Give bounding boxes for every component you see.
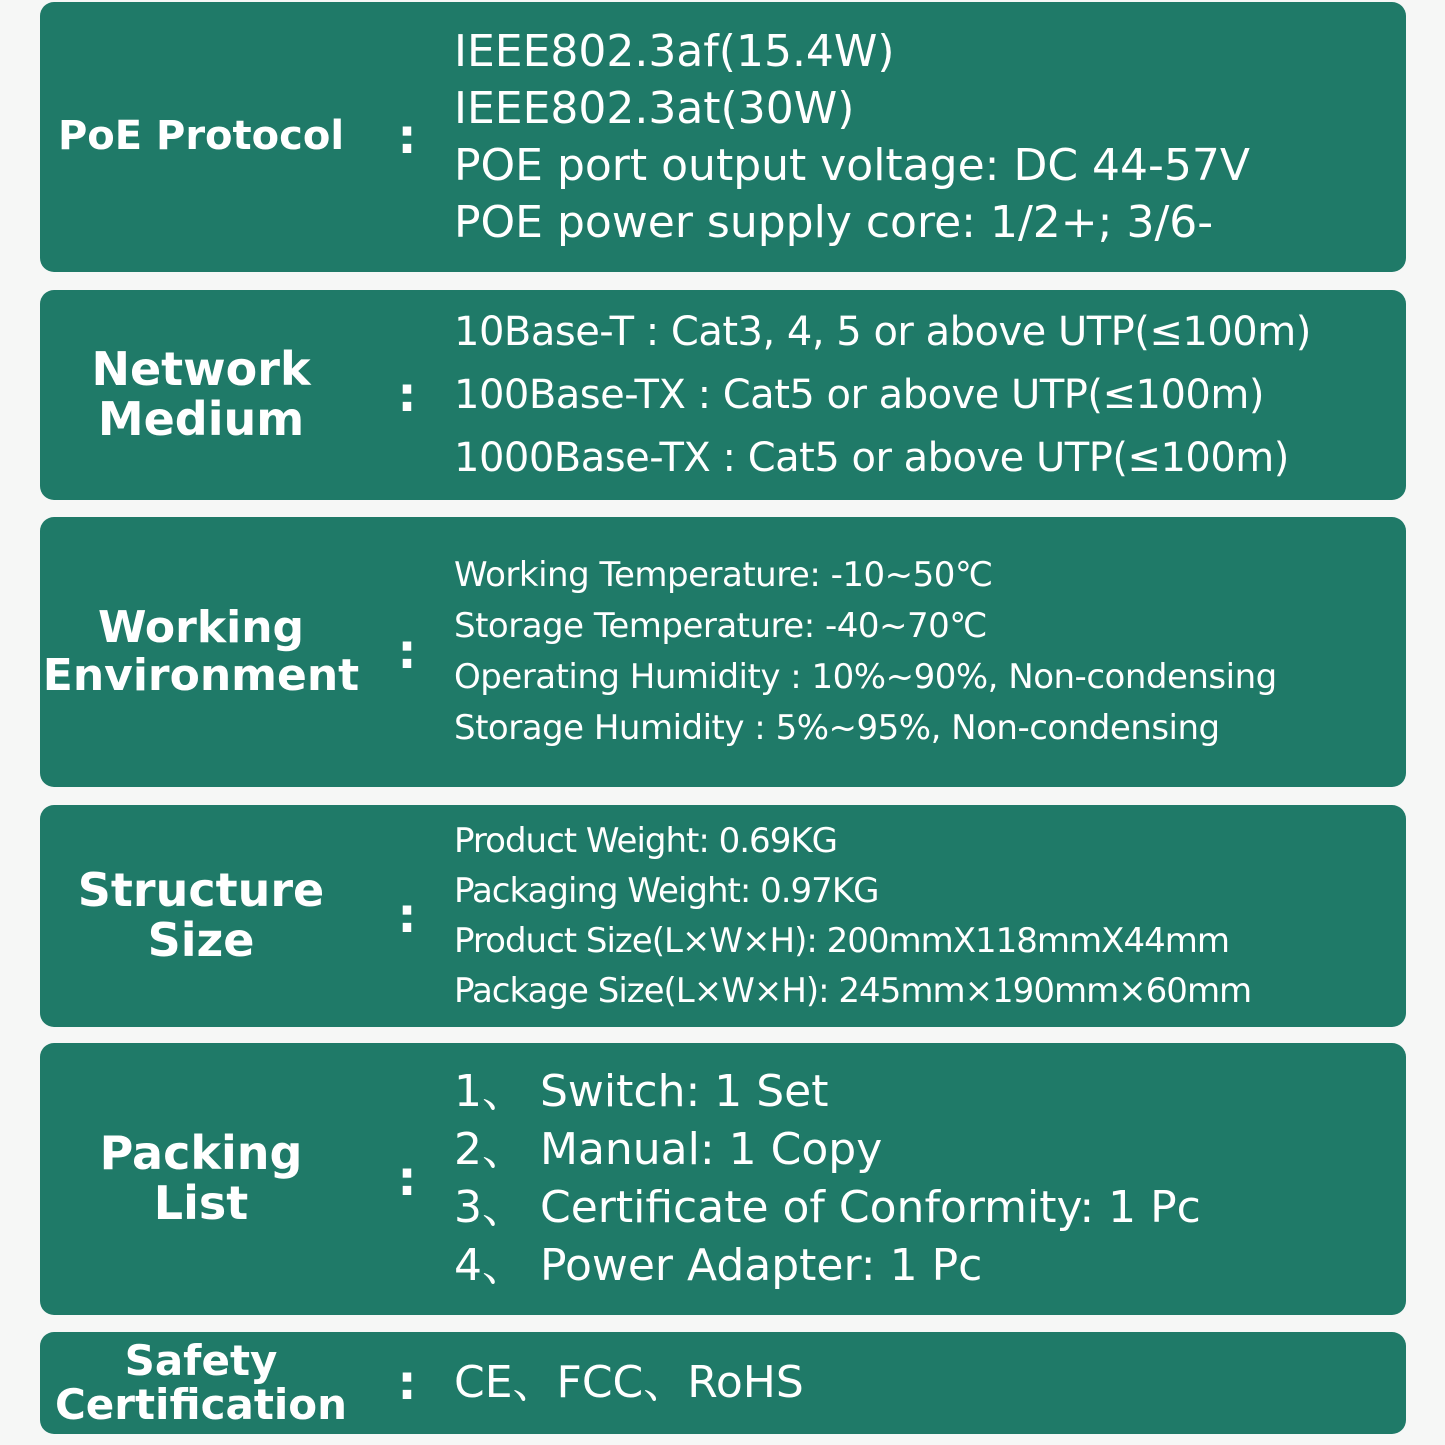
- section-safety-certification: [40, 1332, 1406, 1434]
- label-line: Certification: [54, 1380, 348, 1429]
- spec-lines: [454, 290, 1400, 500]
- spec-line: IEEE802.3af(15.4W): [454, 26, 895, 77]
- spec-line: Product Size(L×W×H): 200mmX118mmX44mm: [454, 921, 1229, 961]
- label-line: PoE Protocol: [57, 113, 345, 160]
- spec-line: Packaging Weight: 0.97KG: [454, 871, 879, 911]
- spec-line: 2、 Manual: 1 Copy: [454, 1124, 883, 1175]
- section-label: [40, 1043, 362, 1315]
- spec-line: Storage Temperature: -40~70℃: [454, 606, 987, 646]
- spec-line: Storage Humidity : 5%~95%, Non-condensing: [454, 708, 1220, 748]
- spec-line: Product Weight: 0.69KG: [454, 821, 837, 861]
- label-colon: :: [397, 1151, 417, 1207]
- spec-line: 3、 Certificate of Conformity: 1 Pc: [454, 1182, 1201, 1233]
- spec-lines: [454, 2, 1400, 272]
- spec-line: IEEE802.3at(30W): [454, 83, 855, 134]
- label-line: Size: [147, 913, 255, 967]
- label-line: Safety: [124, 1335, 278, 1385]
- spec-line: 10Base-T : Cat3, 4, 5 or above UTP(≤100m): [454, 308, 1311, 355]
- spec-line: CE、FCC、RoHS: [454, 1357, 804, 1408]
- spec-line: POE port output voltage: DC 44-57V: [454, 140, 1250, 191]
- section-packing-list: [40, 1043, 1406, 1315]
- section-structure-size: [40, 805, 1406, 1027]
- spec-lines: [454, 1332, 1400, 1434]
- spec-line: 4、 Power Adapter: 1 Pc: [454, 1240, 983, 1291]
- label-line: Packing: [99, 1126, 303, 1181]
- label-line: List: [153, 1176, 249, 1230]
- label-line: Environment: [42, 650, 360, 701]
- section-label: [40, 1332, 362, 1434]
- section-poe-protocol: [40, 2, 1406, 272]
- label-line: Medium: [97, 392, 305, 446]
- section-label: [40, 2, 362, 272]
- label-colon: :: [397, 109, 417, 165]
- spec-line: POE power supply core: 1/2+; 3/6-: [454, 197, 1214, 248]
- section-working-environment: [40, 517, 1406, 787]
- spec-line: Operating Humidity : 10%~90%, Non-condensing: [454, 657, 1277, 697]
- section-label: [40, 805, 362, 1027]
- spec-lines: [454, 517, 1400, 787]
- spec-line: 1、 Switch: 1 Set: [454, 1066, 829, 1117]
- spec-line: Package Size(L×W×H): 245mm×190mm×60mm: [454, 971, 1252, 1011]
- spec-line: Working Temperature: -10~50℃: [454, 555, 993, 595]
- label-colon: :: [397, 624, 417, 680]
- spec-line: 100Base-TX : Cat5 or above UTP(≤100m): [454, 371, 1264, 418]
- section-label: [40, 290, 362, 500]
- label-line: Working: [97, 602, 305, 654]
- label-colon: :: [397, 888, 417, 944]
- section-network-medium: [40, 290, 1406, 500]
- label-colon: :: [397, 367, 417, 423]
- label-line: Structure: [77, 863, 325, 918]
- label-colon: :: [397, 1355, 417, 1411]
- spec-lines: [454, 805, 1400, 1027]
- section-label: [40, 517, 362, 787]
- spec-line: 1000Base-TX : Cat5 or above UTP(≤100m): [454, 434, 1289, 481]
- label-line: Network: [91, 342, 311, 397]
- spec-lines: [454, 1043, 1400, 1315]
